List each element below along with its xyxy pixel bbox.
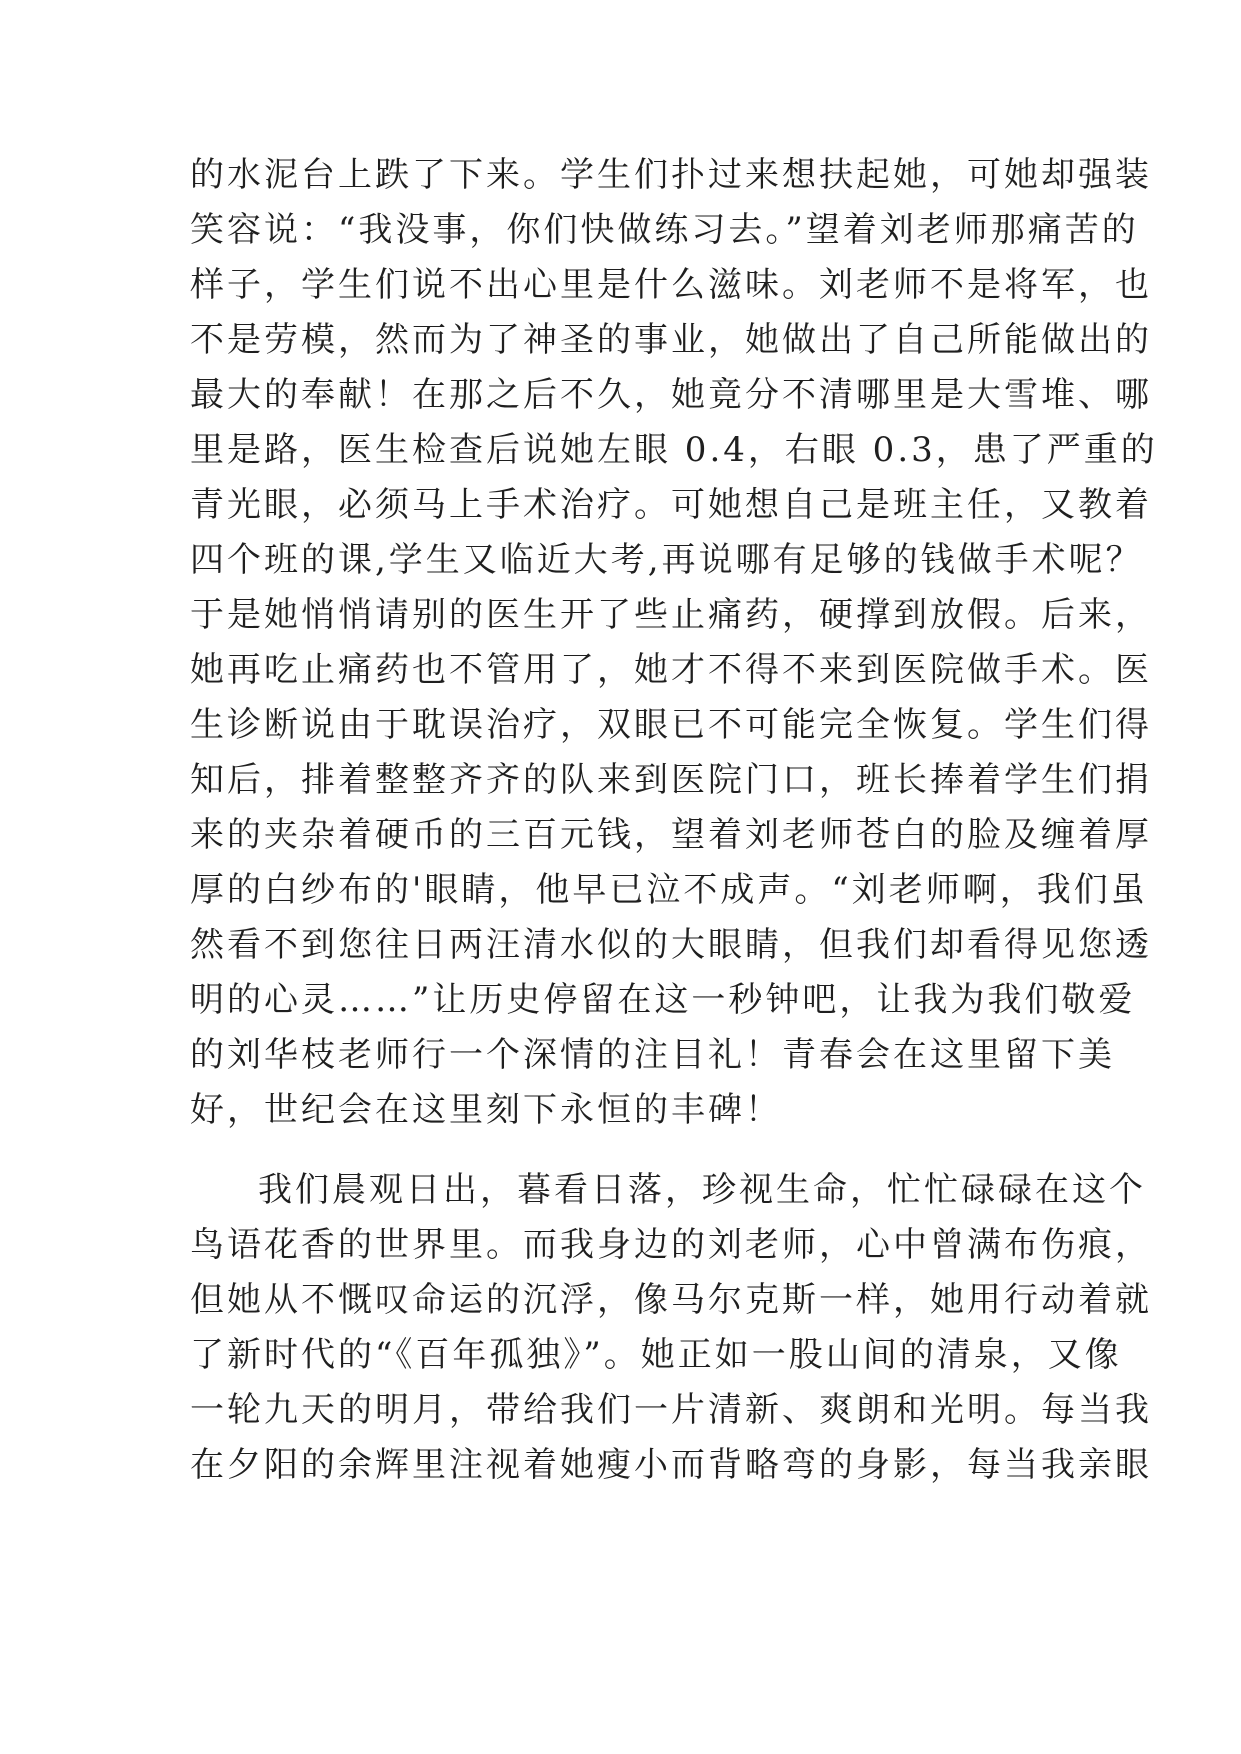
text-line: 知后，排着整整齐齐的队来到医院门口，班长捧着学生们捐 [190, 760, 1152, 800]
text-line: 于是她悄悄请别的医生开了些止痛药，硬撑到放假。后来， [190, 595, 1152, 635]
body-text [190, 148, 1158, 1493]
text-line: 的水泥台上跌了下来。学生们扑过来想扶起她，可她却强装 [190, 155, 1152, 195]
text-line: 来的夹杂着硬币的三百元钱，望着刘老师苍白的脸及缠着厚 [190, 815, 1152, 855]
text-line: 笑容说：“我没事，你们快做练习去。”望着刘老师那痛苦的 [190, 210, 1139, 250]
text-line: 厚的白纱布的'眼睛，他早已泣不成声。“刘老师啊，我们虽 [190, 870, 1148, 910]
text-line: 她再吃止痛药也不管用了，她才不得不来到医院做手术。医 [190, 650, 1152, 690]
text-line: 里是路，医生检查后说她左眼 0.4，右眼 0.3，患了严重的 [190, 430, 1158, 470]
paragraph-gap [190, 1138, 1070, 1163]
text-line: 青光眼，必须马上手术治疗。可她想自己是班主任，又教着 [190, 485, 1152, 525]
text-line: 我们晨观日出，暮看日落，珍视生命，忙忙碌碌在这个 [258, 1170, 1146, 1210]
text-line: 鸟语花香的世界里。而我身边的刘老师，心中曾满布伤痕， [190, 1225, 1152, 1265]
text-line: 不是劳模，然而为了神圣的事业，她做出了自己所能做出的 [190, 320, 1152, 360]
text-line: 了新时代的“《百年孤独》”。她正如一股山间的清泉，又像 [190, 1335, 1122, 1375]
text-line: 好，世纪会在这里刻下永恒的丰碑！ [190, 1090, 782, 1130]
text-line: 样子，学生们说不出心里是什么滋味。刘老师不是将军，也 [190, 265, 1152, 305]
text-line: 的刘华枝老师行一个深情的注目礼！青春会在这里留下美 [190, 1035, 1115, 1075]
text-line: 最大的奉献！在那之后不久，她竟分不清哪里是大雪堆、哪 [190, 375, 1152, 415]
paragraph-2 [190, 1163, 1152, 1493]
text-line: 四个班的课,学生又临近大考,再说哪有足够的钱做手术呢？ [190, 540, 1143, 580]
text-line: 但她从不慨叹命运的沉浮，像马尔克斯一样，她用行动着就 [190, 1280, 1152, 1320]
paragraph-1 [190, 148, 1158, 1138]
text-line: 生诊断说由于耽误治疗，双眼已不可能完全恢复。学生们得 [190, 705, 1152, 745]
text-line: 然看不到您往日两汪清水似的大眼睛，但我们却看得见您透 [190, 925, 1152, 965]
text-line: 一轮九天的明月，带给我们一片清新、爽朗和光明。每当我 [190, 1390, 1152, 1430]
text-line: 在夕阳的余辉里注视着她瘦小而背略弯的身影，每当我亲眼 [190, 1445, 1152, 1485]
text-line: 明的心灵……”让历史停留在这一秒钟吧，让我为我们敬爱 [190, 980, 1136, 1020]
